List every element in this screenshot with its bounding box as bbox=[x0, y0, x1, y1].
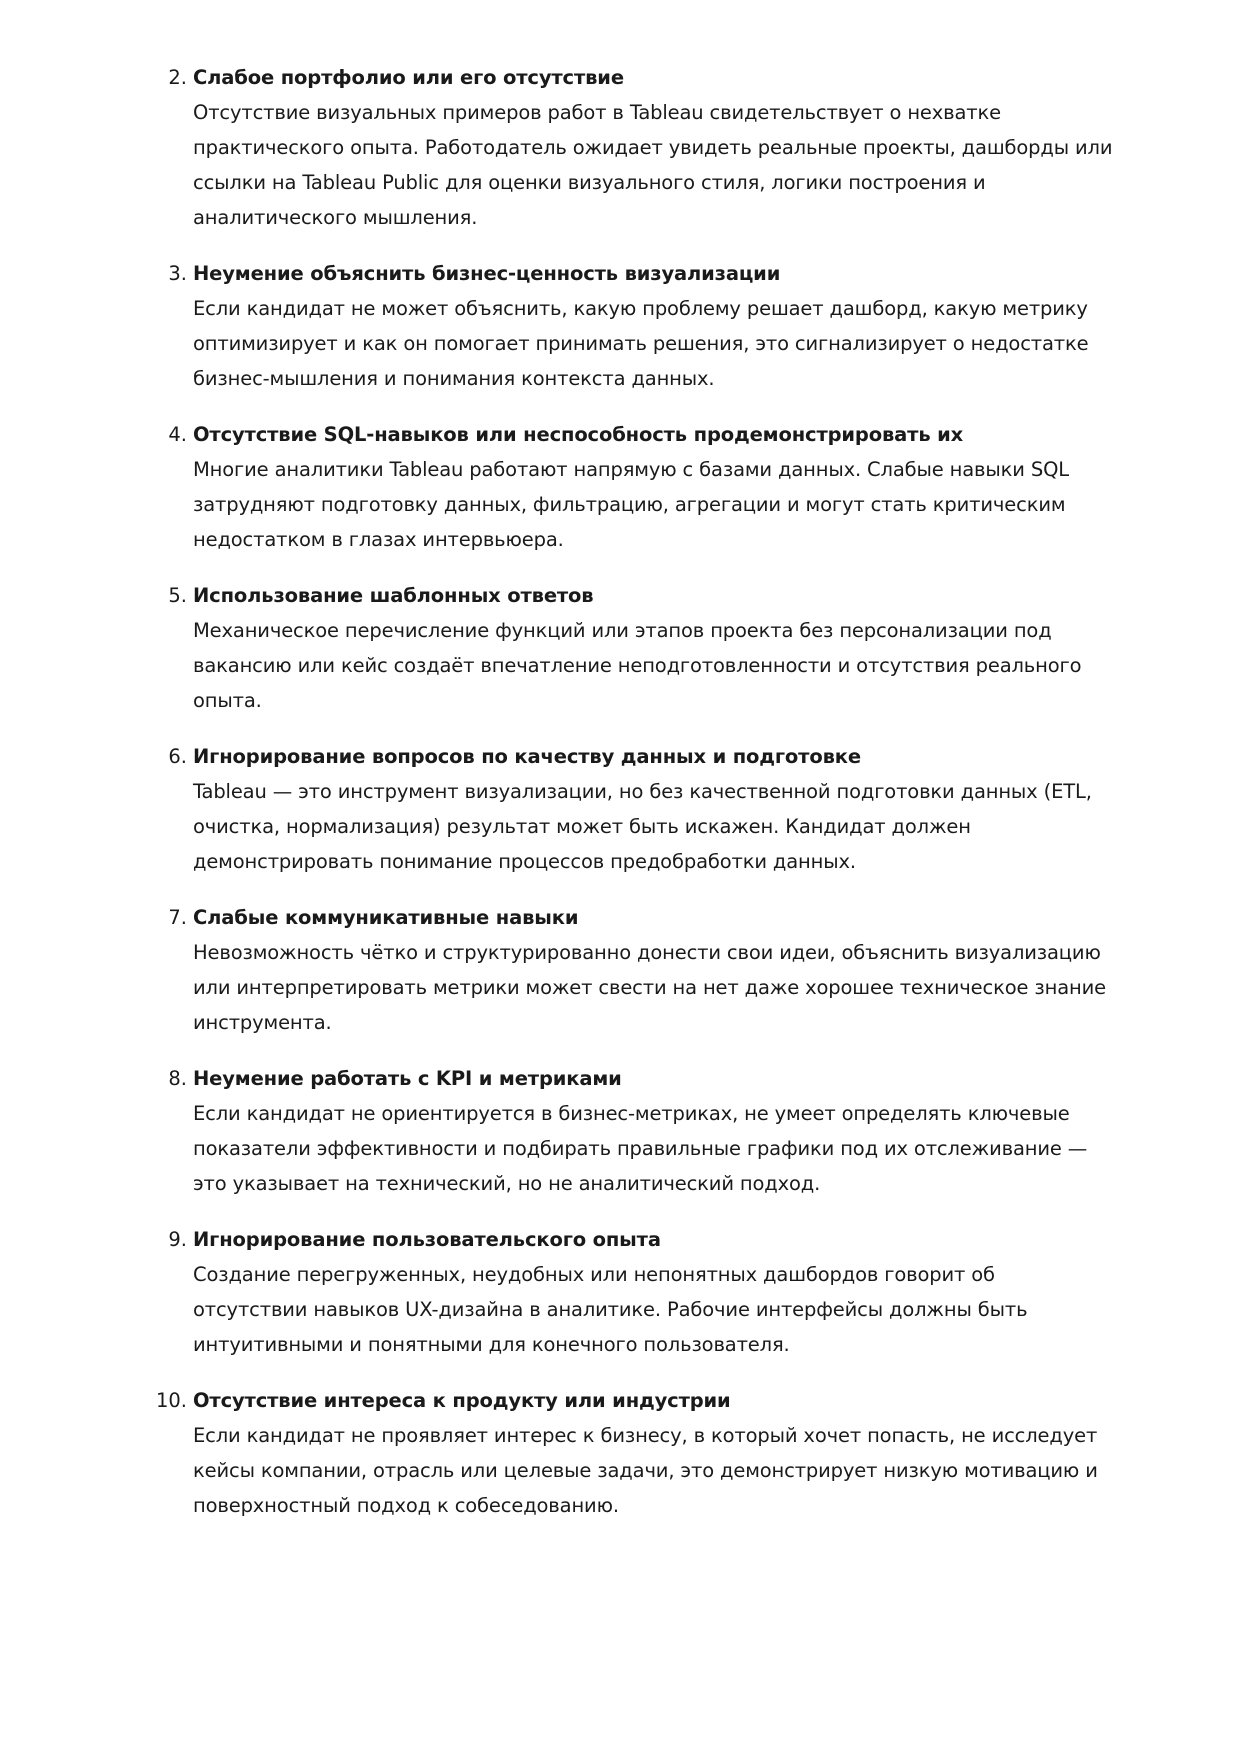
item-text-line: Если кандидат не ориентируется в бизнес-метриках, не умеет определять ключевые bbox=[193, 1102, 1070, 1125]
item-title: Отсутствие SQL-навыков или неспособность продемонстрировать их bbox=[193, 423, 964, 446]
item-text-line: Многие аналитики Tableau работают напрямую с базами данных. Слабые навыки SQL bbox=[193, 458, 1069, 481]
list-item bbox=[0, 739, 1239, 879]
item-text-line: Отсутствие визуальных примеров работ в Tableau свидетельствует о нехватке bbox=[193, 101, 1001, 124]
item-text-line: затрудняют подготовку данных, фильтрацию, агрегации и могут стать критическим bbox=[193, 493, 1066, 516]
list-item bbox=[0, 417, 1239, 557]
item-number: 6. bbox=[168, 745, 187, 768]
item-text-line: интуитивными и понятными для конечного пользователя. bbox=[193, 1333, 790, 1356]
item-text-line: показатели эффективности и подбирать правильные графики под их отслеживание — bbox=[193, 1137, 1088, 1160]
item-text-line: Если кандидат не проявляет интерес к бизнесу, в который хочет попасть, не исследует bbox=[193, 1424, 1098, 1447]
item-text-line: вакансию или кейс создаёт впечатление неподготовленности и отсутствия реального bbox=[193, 654, 1082, 677]
item-body bbox=[193, 60, 1113, 235]
item-number: 4. bbox=[168, 423, 187, 446]
item-title: Игнорирование пользовательского опыта bbox=[193, 1228, 661, 1251]
item-body bbox=[193, 417, 1093, 557]
item-text-line: аналитического мышления. bbox=[193, 206, 478, 229]
item-body bbox=[193, 1383, 1098, 1523]
item-body bbox=[193, 1061, 1093, 1201]
item-text-line: Создание перегруженных, неудобных или непонятных дашбордов говорит об bbox=[193, 1263, 995, 1286]
item-text-line: или интерпретировать метрики может свести на нет даже хорошее техническое знание bbox=[193, 976, 1106, 999]
item-text-line: Если кандидат не может объяснить, какую проблему решает дашборд, какую метрику bbox=[193, 297, 1088, 320]
item-body bbox=[193, 578, 1093, 718]
item-body bbox=[193, 900, 1106, 1040]
item-text-line: Tableau — это инструмент визуализации, но без качественной подготовки данных (ETL, bbox=[193, 780, 1092, 803]
item-text-line: Невозможность чётко и структурированно донести свои идеи, объяснить визуализацию bbox=[193, 941, 1101, 964]
item-text-line: Механическое перечисление функций или этапов проекта без персонализации под bbox=[193, 619, 1052, 642]
item-text-line: кейсы компании, отрасль или целевые задачи, это демонстрирует низкую мотивацию и bbox=[193, 1459, 1098, 1482]
item-text-line: недостатком в глазах интервьюера. bbox=[193, 528, 564, 551]
list-item bbox=[0, 1222, 1239, 1362]
item-title: Слабое портфолио или его отсутствие bbox=[193, 66, 624, 89]
item-title: Неумение объяснить бизнес-ценность визуализации bbox=[193, 262, 781, 285]
list-item bbox=[0, 60, 1239, 235]
item-number: 5. bbox=[168, 584, 187, 607]
item-text-line: оптимизирует и как он помогает принимать решения, это сигнализирует о недостатке bbox=[193, 332, 1089, 355]
item-number: 7. bbox=[168, 906, 187, 929]
list-item bbox=[0, 1061, 1239, 1201]
item-text-line: очистка, нормализация) результат может быть искажен. Кандидат должен bbox=[193, 815, 971, 838]
item-text-line: демонстрировать понимание процессов предобработки данных. bbox=[193, 850, 856, 873]
list-item bbox=[0, 578, 1239, 718]
item-text-line: отсутствии навыков UX-дизайна в аналитике. Рабочие интерфейсы должны быть bbox=[193, 1298, 1028, 1321]
item-title: Использование шаблонных ответов bbox=[193, 584, 594, 607]
item-text-line: практического опыта. Работодатель ожидает увидеть реальные проекты, дашборды или bbox=[193, 136, 1113, 159]
item-text-line: инструмента. bbox=[193, 1011, 332, 1034]
item-title: Неумение работать с KPI и метриками bbox=[193, 1067, 622, 1090]
item-body bbox=[193, 1222, 1093, 1362]
item-title: Отсутствие интереса к продукту или индустрии bbox=[193, 1389, 731, 1412]
item-body bbox=[193, 256, 1093, 396]
item-text-line: ссылки на Tableau Public для оценки визуального стиля, логики построения и bbox=[193, 171, 986, 194]
item-text-line: бизнес-мышления и понимания контекста данных. bbox=[193, 367, 715, 390]
item-number: 8. bbox=[168, 1067, 187, 1090]
item-number: 9. bbox=[168, 1228, 187, 1251]
item-text-line: опыта. bbox=[193, 689, 262, 712]
item-text-line: это указывает на технический, но не аналитический подход. bbox=[193, 1172, 821, 1195]
numbered-list bbox=[0, 60, 1239, 1544]
list-item bbox=[0, 1383, 1239, 1523]
item-title: Слабые коммуникативные навыки bbox=[193, 906, 579, 929]
item-text-line: поверхностный подход к собеседованию. bbox=[193, 1494, 619, 1517]
item-number: 3. bbox=[168, 262, 187, 285]
list-item bbox=[0, 256, 1239, 396]
item-number: 2. bbox=[168, 66, 187, 89]
list-item bbox=[0, 900, 1239, 1040]
item-body bbox=[193, 739, 1093, 879]
item-number: 10. bbox=[155, 1389, 187, 1412]
item-title: Игнорирование вопросов по качеству данных и подготовке bbox=[193, 745, 861, 768]
